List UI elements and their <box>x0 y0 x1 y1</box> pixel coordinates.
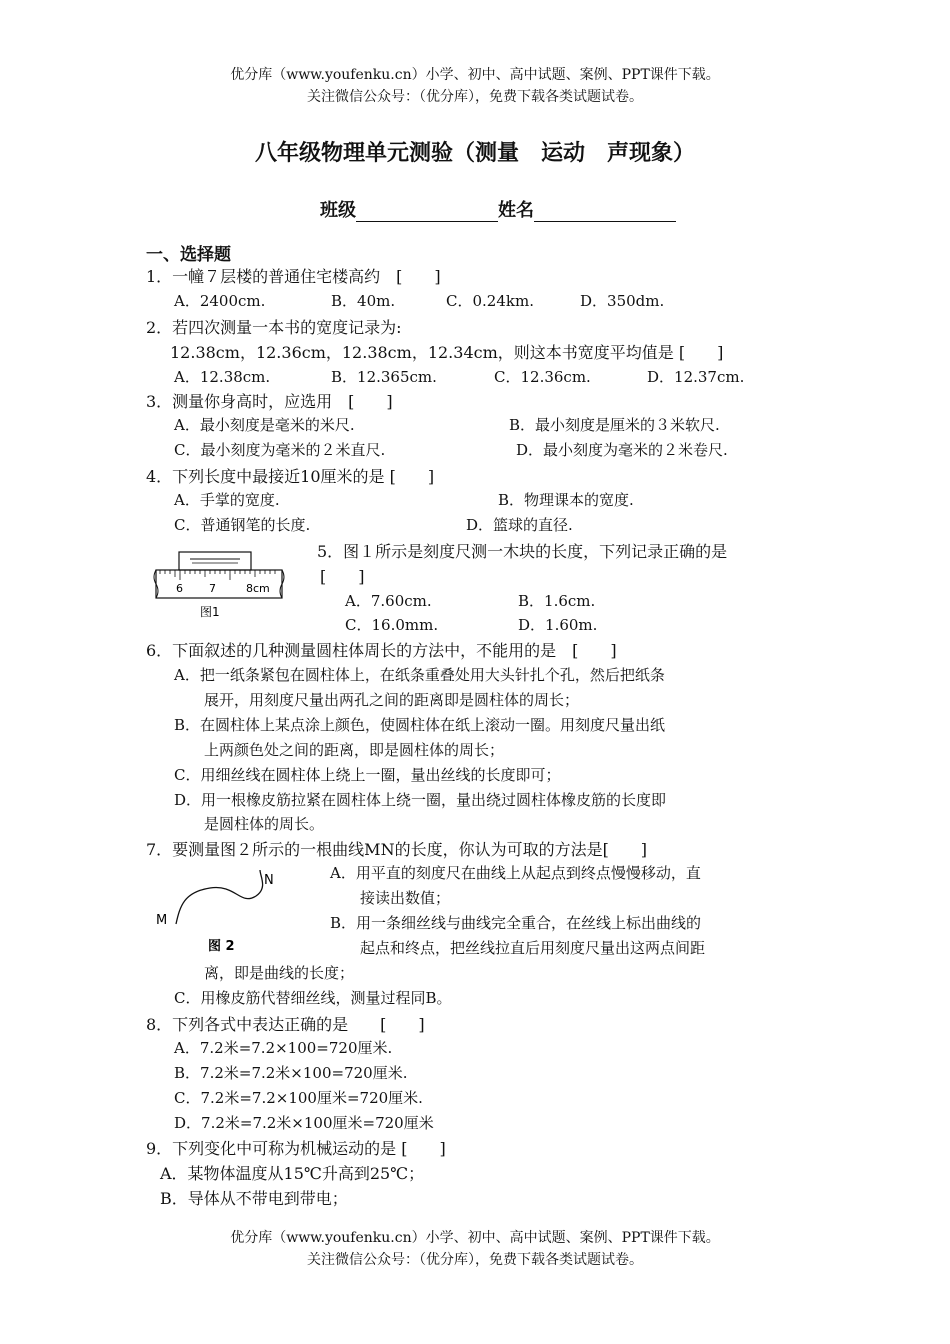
label-n: N <box>264 873 274 888</box>
name-blank <box>534 203 676 222</box>
class-blank <box>356 203 498 222</box>
q4-option-c: C．普通钢笔的长度. <box>174 516 311 534</box>
question-3: 3．测量你身高时，应选用 [ ] <box>146 392 393 411</box>
q7-option-b-cont: 起点和终点，把丝线拉直后用刻度尺量出这两点间距 <box>360 939 706 957</box>
question-4: 4．下列长度中最接近10厘米的是 [ ] <box>146 467 435 486</box>
question-6: 6．下面叙述的几种测量圆柱体周长的方法中，不能用的是 [ ] <box>146 641 617 660</box>
q3-option-a: A．最小刻度是毫米的米尺. <box>174 416 355 434</box>
question-7: 7．要测量图２所示的一根曲线MN的长度，你认为可取的方法是[ ] <box>146 840 648 859</box>
q8-option-d: D．7.2米=7.2米×100厘米=720厘米 <box>174 1114 434 1132</box>
q5-bracket: [ ] <box>320 567 365 586</box>
q1-option-c: C．0.24km. <box>446 292 534 310</box>
question-8: 8．下列各式中表达正确的是 [ ] <box>146 1015 425 1034</box>
q8-option-a: A．7.2米=7.2×100=720厘米. <box>174 1039 393 1057</box>
q3-option-d: D．最小刻度为毫米的２米卷尺. <box>516 441 728 459</box>
q2-option-b: B．12.365cm. <box>331 368 437 386</box>
q7-option-a-cont: 接读出数值； <box>360 889 451 907</box>
q1-option-b: B．40m. <box>331 292 396 310</box>
q5-option-a: A．7.60cm. <box>345 592 432 610</box>
q7-option-b: B．用一条细丝线与曲线完全重合，在丝线上标出曲线的 <box>330 914 702 932</box>
q8-option-b: B．7.2米=7.2米×100=720厘米. <box>174 1064 408 1082</box>
class-name-line <box>320 196 676 222</box>
q2-option-a: A．12.38cm. <box>174 368 271 386</box>
q9-option-a: A．某物体温度从15℃升高到25℃； <box>160 1164 425 1183</box>
q5-option-c: C．16.0mm. <box>345 616 439 634</box>
tick-label-8: 8cm <box>246 582 270 595</box>
figure-2-caption: 图 2 <box>208 939 235 954</box>
figure-1-caption: 图1 <box>200 605 220 619</box>
q8-option-c: C．7.2米=7.2×100厘米=720厘米. <box>174 1089 423 1107</box>
figure-2-curve <box>150 866 290 956</box>
q3-option-b: B．最小刻度是厘米的３米软尺. <box>509 416 720 434</box>
q2-data: 12.38cm，12.36cm，12.38cm，12.34cm，则这本书宽度平均值是 [ ] <box>170 343 724 362</box>
question-1: 1．一幢７层楼的普通住宅楼高约 [ ] <box>146 267 441 286</box>
q6-option-a-cont: 展开，用刻度尺量出两孔之间的距离即是圆柱体的周长； <box>204 691 580 709</box>
question-5: 5．图１所示是刻度尺测一木块的长度，下列记录正确的是 <box>317 542 728 561</box>
q4-option-a: A．手掌的宽度. <box>174 491 280 509</box>
tick-label-6: 6 <box>176 582 183 595</box>
label-m: M <box>156 913 168 928</box>
header-line-2: 关注微信公众号：（优分库），免费下载各类试题试卷。 <box>307 89 643 105</box>
footer-line-1: 优分库（www.youfenku.cn）小学、初中、高中试题、案例、PPT课件下载。 <box>230 1230 720 1246</box>
q6-option-c: C．用细丝线在圆柱体上绕上一圈，量出丝线的长度即可； <box>174 766 561 784</box>
wood-block <box>179 552 251 570</box>
name-label: 姓名 <box>498 200 534 221</box>
q2-option-c: C．12.36cm. <box>494 368 591 386</box>
q6-option-a: A．把一纸条紧包在圆柱体上，在纸条重叠处用大头针扎个孔，然后把纸条 <box>174 666 665 684</box>
q7-option-c: C．用橡皮筋代替细丝线，测量过程同B。 <box>174 989 452 1007</box>
header-line-1: 优分库（www.youfenku.cn）小学、初中、高中试题、案例、PPT课件下载。 <box>230 67 720 83</box>
q1-option-d: D．350dm. <box>580 292 665 310</box>
question-2: 2．若四次测量一本书的宽度记录为: <box>146 318 402 337</box>
q4-option-d: D．篮球的直径. <box>466 516 573 534</box>
q6-option-b-cont: 上两颜色处之间的距离，即是圆柱体的周长； <box>204 741 505 759</box>
tick-label-7: 7 <box>209 582 216 595</box>
q9-option-b: B．导体从不带电到带电； <box>160 1189 348 1208</box>
q5-option-d: D．1.60m. <box>518 616 598 634</box>
page-title: 八年级物理单元测验（测量 运动 声现象） <box>254 140 695 166</box>
q6-option-b: B．在圆柱体上某点涂上颜色，使圆柱体在纸上滚动一圈。用刻度尺量出纸 <box>174 716 666 734</box>
q7-option-b-cont2: 离，即是曲线的长度； <box>204 964 355 982</box>
figure-1-ruler <box>152 550 288 622</box>
class-label: 班级 <box>320 200 356 221</box>
q2-option-d: D．12.37cm. <box>647 368 745 386</box>
q5-option-b: B．1.6cm. <box>518 592 596 610</box>
q6-option-d: D．用一根橡皮筋拉紧在圆柱体上绕一圈，量出绕过圆柱体橡皮筋的长度即 <box>174 791 667 809</box>
footer-line-2: 关注微信公众号：（优分库），免费下载各类试题试卷。 <box>307 1252 643 1268</box>
question-9: 9．下列变化中可称为机械运动的是 [ ] <box>146 1139 446 1158</box>
q1-option-a: A．2400cm. <box>174 292 266 310</box>
q4-option-b: B．物理课本的宽度. <box>498 491 634 509</box>
q3-option-c: C．最小刻度为毫米的２米直尺. <box>174 441 386 459</box>
q7-option-a: A．用平直的刻度尺在曲线上从起点到终点慢慢移动，直 <box>330 864 701 882</box>
q6-option-d-cont: 是圆柱体的周长。 <box>204 815 325 833</box>
curve-mn <box>176 870 263 924</box>
section-heading: 一、选择题 <box>146 245 231 265</box>
